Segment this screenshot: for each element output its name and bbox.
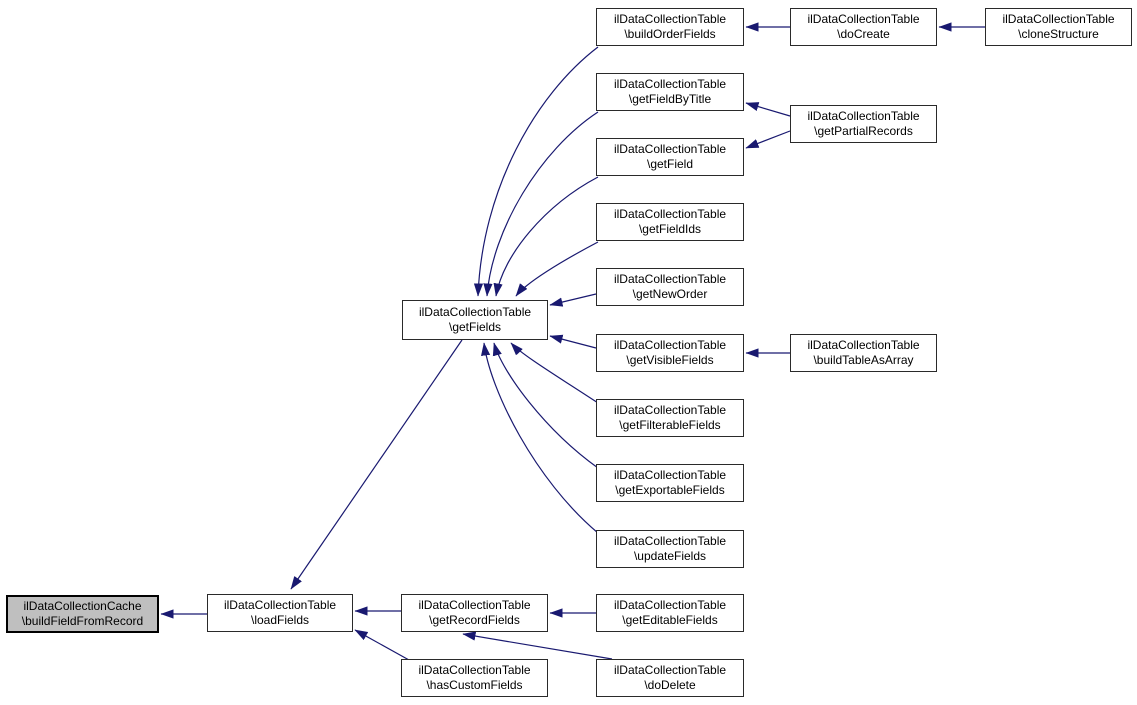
node-method-label: \buildOrderFields — [624, 27, 716, 41]
node-method-label: \getPartialRecords — [814, 124, 913, 138]
node-getFieldByTitle[interactable] — [596, 73, 744, 111]
node-class-label: ilDataCollectionTable — [613, 77, 727, 91]
node-doCreate[interactable] — [790, 8, 937, 46]
node-class-label: ilDataCollectionTable — [613, 338, 727, 352]
node-class-label: ilDataCollectionTable — [613, 663, 727, 677]
node-method-label: \buildTableAsArray — [813, 353, 914, 367]
node-class-label: ilDataCollectionTable — [613, 272, 727, 286]
node-method-label: \getFieldByTitle — [628, 92, 712, 106]
node-getExportableFields[interactable] — [596, 464, 744, 502]
node-class-label: ilDataCollectionTable — [807, 338, 920, 352]
node-getEditableFields[interactable] — [596, 594, 744, 632]
node-loadFields[interactable] — [207, 594, 353, 632]
node-buildOrderFields[interactable] — [596, 8, 744, 46]
node-class-label: ilDataCollectionTable — [418, 663, 531, 677]
edge-getExportableFields-to-getFields — [494, 343, 598, 468]
node-class-label: ilDataCollectionTable — [223, 598, 337, 612]
node-getVisibleFields[interactable] — [596, 334, 744, 372]
node-method-label: \getEditableFields — [622, 613, 718, 627]
node-class-label: ilDataCollectionTable — [613, 534, 727, 548]
node-cloneStructure[interactable] — [985, 8, 1132, 46]
node-method-label: \loadFields — [250, 613, 310, 627]
node-getNewOrder[interactable] — [596, 268, 744, 306]
node-getRecordFields[interactable] — [401, 594, 548, 632]
edge-getFields-to-loadFields — [291, 340, 462, 589]
edge-getFieldIds-to-getFields — [516, 242, 598, 296]
node-class-label: ilDataCollectionTable — [418, 305, 532, 319]
node-method-label: \cloneStructure — [1018, 27, 1099, 41]
node-method-label: \buildFieldFromRecord — [21, 614, 144, 628]
node-method-label: \doCreate — [837, 27, 890, 41]
node-class-label: ilDataCollectionTable — [613, 207, 727, 221]
edge-doDelete-to-getRecordFields — [463, 634, 612, 659]
node-method-label: \hasCustomFields — [426, 678, 523, 692]
node-class-label: ilDataCollectionTable — [418, 598, 531, 612]
node-class-label: ilDataCollectionTable — [613, 598, 727, 612]
node-class-label: ilDataCollectionTable — [807, 109, 920, 123]
edge-getFieldByTitle-to-getFields — [487, 112, 598, 296]
node-class-label: ilDataCollectionTable — [613, 403, 727, 417]
edge-getVisibleFields-to-getFields — [550, 336, 596, 348]
node-class-label: ilDataCollectionTable — [1002, 12, 1115, 26]
edge-getField-to-getFields — [496, 177, 598, 296]
node-class-label: ilDataCollectionTable — [613, 12, 727, 26]
node-class-label: ilDataCollectionTable — [613, 142, 727, 156]
node-method-label: \updateFields — [633, 549, 707, 563]
edge-updateFields-to-getFields — [484, 343, 598, 533]
node-getPartialRecords[interactable] — [790, 105, 937, 143]
node-buildTableAsArray[interactable] — [790, 334, 937, 372]
node-method-label: \getFieldIds — [638, 222, 702, 236]
edge-getNewOrder-to-getFields — [550, 294, 596, 305]
node-method-label: \getVisibleFields — [626, 353, 714, 367]
edge-getFilterableFields-to-getFields — [511, 343, 598, 403]
node-class-label: ilDataCollectionTable — [807, 12, 920, 26]
edge-getPartialRecords-to-getField — [746, 131, 790, 148]
node-getFieldIds[interactable] — [596, 203, 744, 241]
node-method-label: \getNewOrder — [632, 287, 708, 301]
node-method-label: \getFilterableFields — [619, 418, 721, 432]
node-class-label: ilDataCollectionCache — [23, 599, 142, 613]
node-updateFields[interactable] — [596, 530, 744, 568]
node-doDelete[interactable] — [596, 659, 744, 697]
node-getField[interactable] — [596, 138, 744, 176]
node-class-label: ilDataCollectionTable — [613, 468, 727, 482]
node-method-label: \doDelete — [644, 678, 696, 692]
node-method-label: \getExportableFields — [615, 483, 725, 497]
edge-getPartialRecords-to-getFieldByTitle — [746, 103, 790, 116]
edge-buildOrderFields-to-getFields — [478, 47, 598, 296]
node-method-label: \getFields — [448, 320, 502, 334]
node-hasCustomFields[interactable] — [401, 659, 548, 697]
node-getFields[interactable] — [402, 300, 548, 340]
node-method-label: \getField — [646, 157, 694, 171]
edge-hasCustomFields-to-loadFields — [355, 630, 409, 660]
node-getFilterableFields[interactable] — [596, 399, 744, 437]
node-method-label: \getRecordFields — [429, 613, 520, 627]
node-buildFieldFromRecord — [6, 595, 159, 633]
